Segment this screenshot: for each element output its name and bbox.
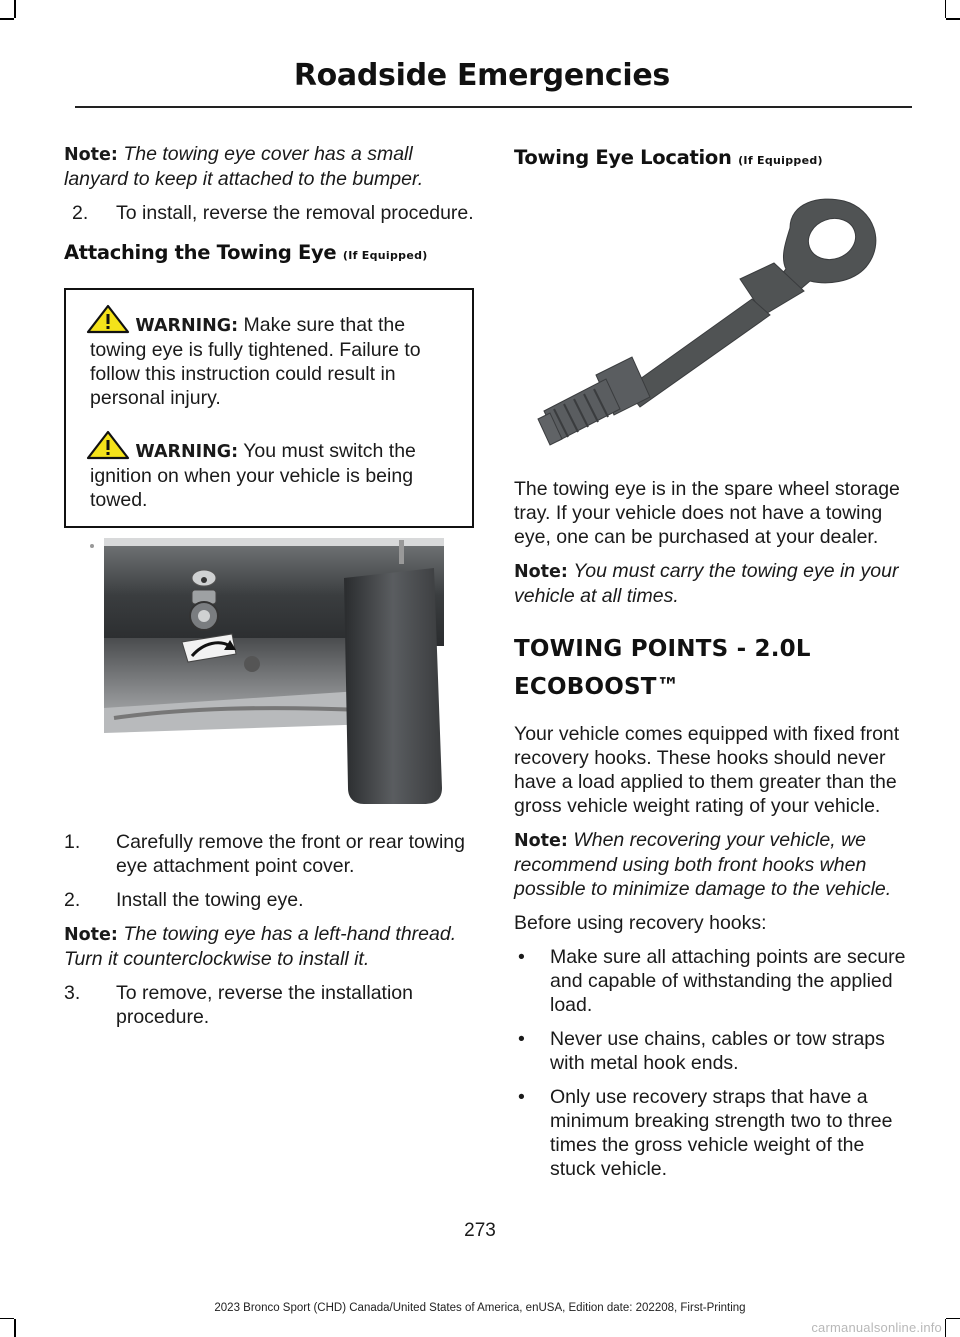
crop-mark bbox=[0, 1318, 14, 1320]
step-text: To remove, reverse the installation procedure. bbox=[116, 982, 413, 1028]
warning-text: Make sure that the towing eye is fully tightened. Failure to follow this instruction could result in personal injury. bbox=[90, 314, 421, 409]
note-text: The towing eye cover has a small lanyard to keep it attached to the bumper. bbox=[64, 143, 424, 190]
section-title-towing-points bbox=[514, 630, 910, 706]
left-column bbox=[64, 142, 474, 1029]
step-text: Carefully remove the front or rear towing eye attachment point cover. bbox=[116, 831, 465, 877]
step-number: 3. bbox=[64, 982, 81, 1004]
note-text: You must carry the towing eye in your vehicle at all times. bbox=[514, 560, 899, 607]
warning-triangle-icon bbox=[86, 304, 130, 334]
warning-triangle-icon bbox=[86, 430, 130, 460]
crop-mark bbox=[946, 18, 960, 20]
heading-text: Towing Eye Location bbox=[514, 146, 732, 169]
bullet-glyph: • bbox=[518, 1086, 525, 1108]
crop-mark bbox=[946, 1318, 960, 1320]
note-text: When recovering your vehicle, we recommend using both front hooks when possible to minimize damage to the vehicle. bbox=[514, 829, 892, 900]
storage-paragraph: The towing eye is in the spare wheel storage tray. If your vehicle does not have a towing eye, one can be purchased at your dealer. bbox=[514, 478, 900, 548]
section-title-line: ECOBOOST™ bbox=[514, 674, 680, 700]
crop-mark bbox=[945, 1319, 947, 1337]
header-rule bbox=[75, 106, 912, 108]
page-number: 273 bbox=[464, 1220, 496, 1241]
step-number: 1. bbox=[64, 831, 81, 853]
bullet-glyph: • bbox=[518, 1028, 525, 1050]
note-label: Note: bbox=[64, 145, 118, 165]
bullet-text: Never use chains, cables or tow straps with metal hook ends. bbox=[550, 1028, 885, 1074]
note-label: Note: bbox=[64, 925, 118, 945]
right-column bbox=[514, 142, 910, 1181]
recovery-hooks-paragraph: Your vehicle comes equipped with fixed front recovery hooks. These hooks should never have a load applied to them greater than the gross vehicle weight rating of your vehicle. bbox=[514, 723, 900, 817]
if-equipped-tag: (If Equipped) bbox=[342, 249, 428, 262]
section-heading-location bbox=[514, 146, 910, 173]
note-text: The towing eye has a left-hand thread. Turn it counterclockwise to install it. bbox=[64, 923, 457, 970]
crop-mark bbox=[14, 0, 16, 18]
step-number: 2. bbox=[64, 889, 81, 911]
section-title-line: TOWING POINTS - 2.0L bbox=[514, 636, 811, 662]
step-text: To install, reverse the removal procedure. bbox=[116, 202, 474, 224]
step-text: Install the towing eye. bbox=[116, 889, 304, 911]
bullet-glyph: • bbox=[518, 946, 525, 968]
crop-mark bbox=[14, 1319, 16, 1337]
section-heading-attaching bbox=[64, 241, 474, 268]
note-label: Note: bbox=[514, 562, 568, 582]
bullet-item bbox=[514, 945, 910, 1017]
bullet-text: Only use recovery straps that have a minimum breaking strength two to three times the gross vehicle weight of the stuck vehicle. bbox=[550, 1086, 893, 1180]
crop-mark bbox=[945, 0, 947, 18]
crop-mark bbox=[0, 18, 14, 20]
warning-2 bbox=[90, 430, 452, 512]
note-left-hand-thread bbox=[64, 922, 474, 971]
warning-label: WARNING: bbox=[135, 442, 239, 462]
edition-footer: 2023 Bronco Sport (CHD) Canada/United States of America, enUSA, Edition date: 202208, First-Printing bbox=[214, 1302, 746, 1314]
bumper-towing-eye-illustration bbox=[64, 538, 474, 808]
page-title: Roadside Emergencies bbox=[293, 58, 670, 93]
bullet-item bbox=[514, 1085, 910, 1181]
warning-text: You must switch the ignition on when your vehicle is being towed. bbox=[90, 440, 416, 511]
if-equipped-tag: (If Equipped) bbox=[738, 154, 823, 167]
towing-eye-illustration bbox=[514, 183, 910, 453]
warning-label: WARNING: bbox=[135, 316, 239, 336]
list-item bbox=[64, 201, 474, 225]
list-item bbox=[64, 981, 474, 1029]
list-item bbox=[64, 830, 474, 878]
warning-1 bbox=[90, 304, 452, 410]
note-lanyard bbox=[64, 142, 474, 191]
bullet-text: Make sure all attaching points are secure and capable of withstanding the applied load. bbox=[550, 946, 906, 1016]
note-recovering bbox=[514, 828, 910, 901]
step-number: 2. bbox=[72, 202, 89, 224]
note-carry-eye bbox=[514, 559, 910, 608]
bullet-item bbox=[514, 1027, 910, 1075]
heading-text: Attaching the Towing Eye bbox=[64, 241, 337, 264]
note-label: Note: bbox=[514, 831, 568, 851]
warning-box bbox=[64, 288, 474, 528]
lead-text: Before using recovery hooks: bbox=[514, 912, 767, 934]
list-item bbox=[64, 888, 474, 912]
watermark: carmanualsonline.info bbox=[811, 1320, 942, 1335]
